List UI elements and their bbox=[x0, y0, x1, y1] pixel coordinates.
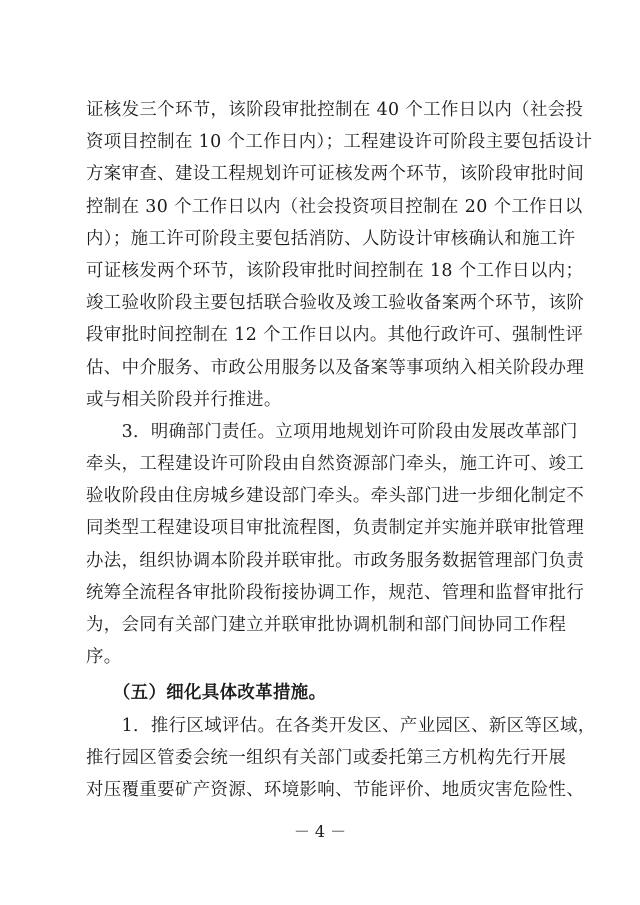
text-line: 牵头，工程建设许可阶段由自然资源部门牵头，施工许可、竣工 bbox=[86, 454, 585, 475]
text-line: 估、中介服务、市政公用服务以及备案等事项纳入相关阶段办理 bbox=[86, 357, 585, 378]
text-line: 控制在 30 个工作日以内（社会投资项目控制在 20 个工作日以 bbox=[86, 196, 583, 217]
text-line: 资项目控制在 10 个工作日内）；工程建设许可阶段主要包括设计 bbox=[86, 132, 593, 153]
page-number: － 4 － bbox=[293, 822, 347, 841]
text-line: 对压覆重要矿产资源、环境影响、节能评价、地质灾害危险性、 bbox=[86, 779, 585, 800]
text-line: 序。 bbox=[86, 647, 122, 668]
text-line: 1．推行区域评估。在各类开发区、产业园区、新区等区域， bbox=[86, 715, 596, 736]
text-line: 推行园区管委会统一组织有关部门或委托第三方机构先行开展 bbox=[86, 747, 567, 768]
body-text bbox=[86, 94, 596, 806]
text-line: 可证核发两个环节，该阶段审批时间控制在 18 个工作日以内； bbox=[86, 260, 584, 281]
text-line: 为，会同有关部门建立并联审批协调机制和部门间协同工作程 bbox=[86, 615, 567, 635]
section-heading: （五）细化具体改革措施。 bbox=[86, 683, 327, 704]
text-line: 验收阶段由住房城乡建设部门牵头。牵头部门进一步细化制定不 bbox=[86, 486, 585, 507]
text-line: 内）；施工许可阶段主要包括消防、人防设计审核确认和施工许 bbox=[86, 228, 576, 249]
text-line: 办法，组织协调本阶段并联审批。市政务服务数据管理部门负责 bbox=[86, 550, 585, 571]
text-line: 竣工验收阶段主要包括联合验收及竣工验收备案两个环节，该阶 bbox=[86, 293, 585, 314]
text-line: 证核发三个环节，该阶段审批控制在 40 个工作日以内（社会投 bbox=[86, 100, 584, 120]
text-line: 统筹全流程各审批阶段衔接协调工作，规范、管理和监督审批行 bbox=[86, 582, 585, 603]
text-line: 3．明确部门责任。立项用地规划许可阶段由发展改革部门 bbox=[86, 421, 578, 442]
text-line: 同类型工程建设项目审批流程图，负责制定并实施并联审批管理 bbox=[86, 518, 585, 539]
text-line: 方案审查、建设工程规划许可证核发两个环节，该阶段审批时间 bbox=[86, 164, 585, 185]
text-line: 或与相关阶段并行推进。 bbox=[86, 389, 282, 410]
text-line: 段审批时间控制在 12 个工作日以内。其他行政许可、强制性评 bbox=[86, 325, 584, 346]
